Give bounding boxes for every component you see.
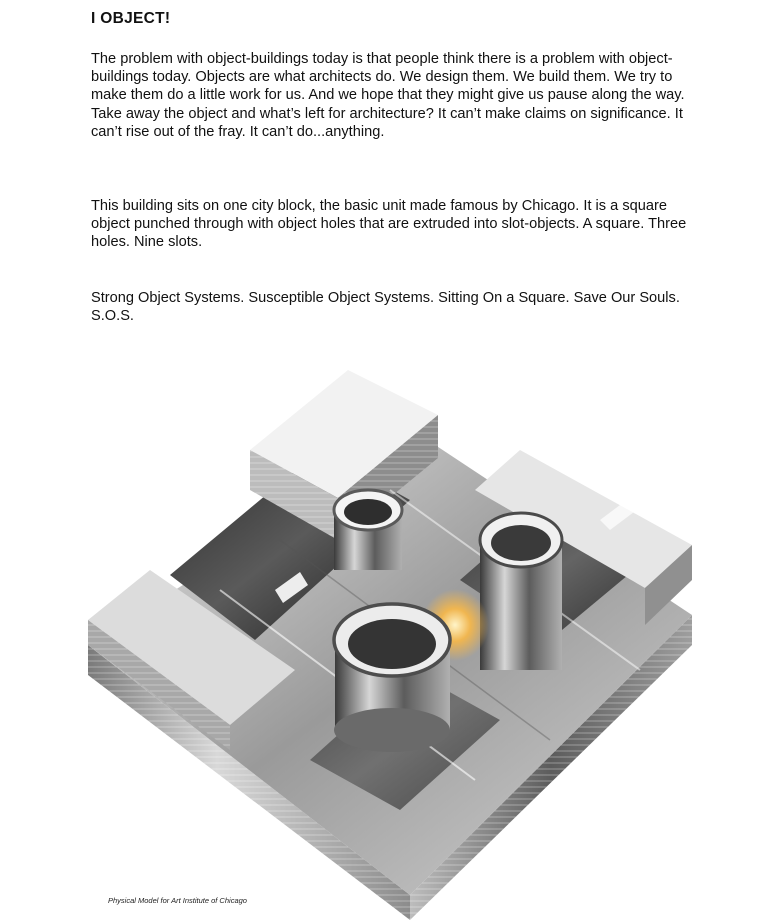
paragraph-1: The problem with object-buildings today is that people think there is a problem with object-buildings today. Objects are what architects do. We design them. We build them. We try to make them do a little work for us. And we hope that they might give us pause along the way. Take away the object and what’s left for architecture? It can’t make claims on significance. It can’t rise out of the fray. It can’t do...anything. (91, 51, 685, 140)
page-title: I OBJECT! (91, 10, 171, 27)
physical-model-image (80, 340, 720, 920)
figure-caption: Physical Model for Art Institute of Chicago (108, 896, 247, 905)
paragraph-2: This building sits on one city block, the basic unit made famous by Chicago. It is a square object punched through with object holes that are extruded into slot-objects. A square. Three holes. Nine slots. (91, 198, 687, 251)
paragraph-3: Strong Object Systems. Susceptible Object Systems. Sitting On a Square. Save Our Souls. S.O.S. (91, 290, 680, 325)
